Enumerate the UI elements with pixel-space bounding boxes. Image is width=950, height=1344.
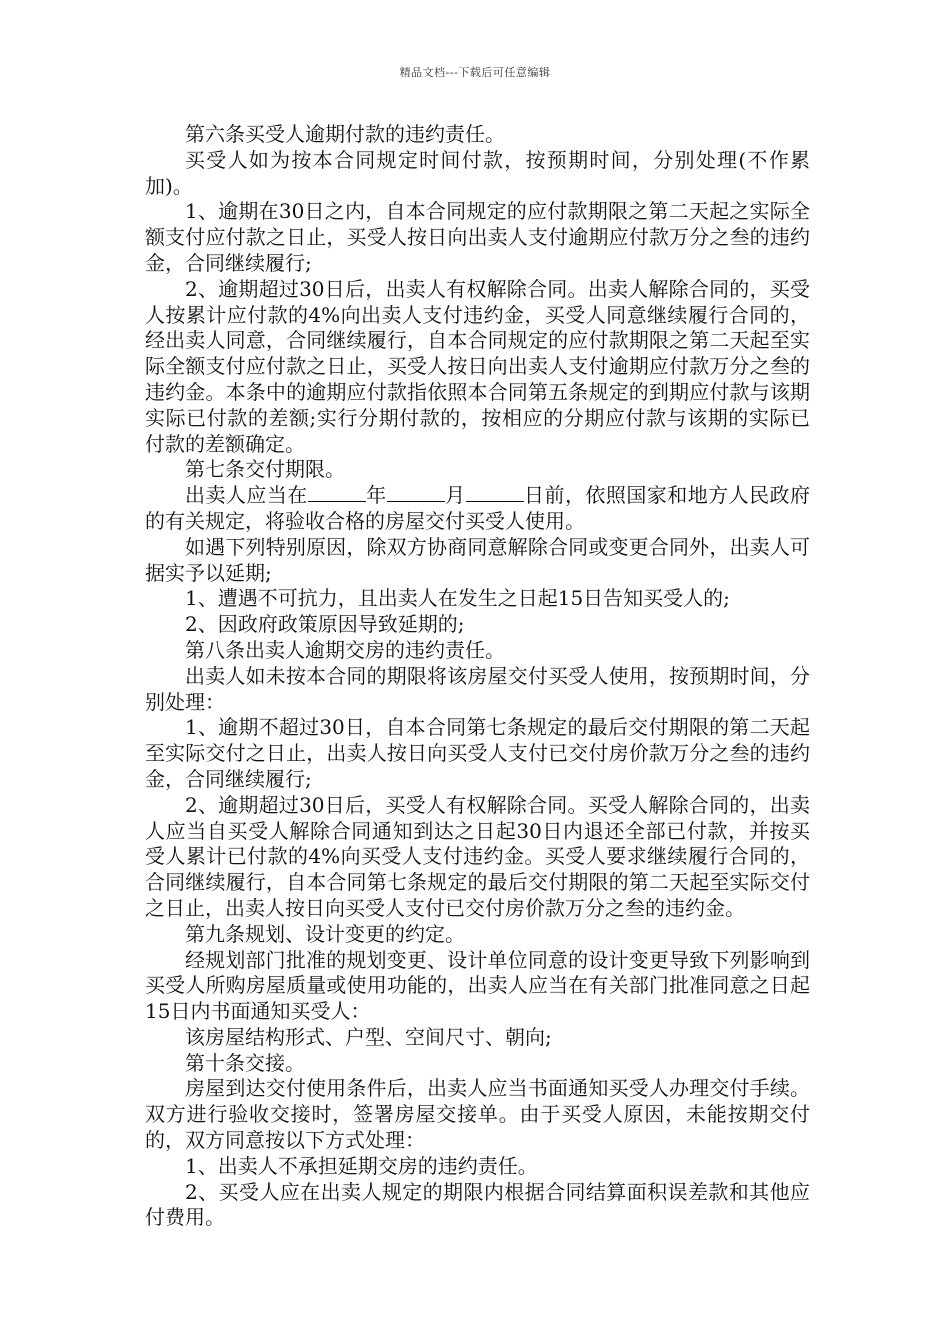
article-10-body: 房屋到达交付使用条件后，出卖人应当书面通知买受人办理交付手续。双方进行验收交接时，签署房屋交接单。由于买受人原因，未能按期交付的，双方同意按以下方式处理： <box>145 1076 810 1153</box>
article-6-item-2: 2、逾期超过30日后，出卖人有权解除合同。出卖人解除合同的，买受人按累计应付款的4%向出卖人支付违约金，买受人同意继续履行合同的，经出卖人同意，合同继续履行，自本合同规定的应付款期限之第二天起至实际全额支付应付款之日止，买受人按日向出卖人支付逾期应付款万分之叁的违约金。本条中的逾期应付款指依照本合同第五条规定的到期应付款与该期实际已付款的差额;实行分期付款的，按相应的分期应付款与该期的实际已付款的差额确定。 <box>145 276 810 456</box>
article-8-item-1: 1、逾期不超过30日，自本合同第七条规定的最后交付期限的第二天起至实际交付之日止，出卖人按日向买受人支付已交付房价款万分之叁的违约金，合同继续履行; <box>145 715 810 791</box>
article-6-intro: 买受人如为按本合同规定时间付款，按预期时间，分别处理(不作累加)。 <box>145 147 810 198</box>
article-10-item-1: 1、出卖人不承担延期交房的违约责任。 <box>185 1153 538 1178</box>
month-label: 月 <box>444 483 466 508</box>
article-7-item-2: 2、因政府政策原因导致延期的; <box>185 612 465 637</box>
article-7-item-1: 1、遭遇不可抗力，且出卖人在发生之日起15日告知买受人的; <box>185 586 730 611</box>
article-8-intro: 出卖人如未按本合同的期限将该房屋交付买受人使用，按预期时间，分别处理： <box>145 663 810 714</box>
article-6-item-1: 1、逾期在30日之内，自本合同规定的应付款期限之第二天起之实际全额支付应付款之日止，买受人按日向出卖人支付逾期应付款万分之叁的违约金，合同继续履行; <box>145 199 810 275</box>
year-blank <box>308 483 366 502</box>
article-9-body: 经规划部门批准的规划变更、设计单位同意的设计变更导致下列影响到买受人所购房屋质量或使用功能的，出卖人应当在有关部门批准同意之日起15日内书面通知买受人： <box>145 947 810 1024</box>
document-body <box>145 122 810 1231</box>
article-8-title: 第八条出卖人逾期交房的违约责任。 <box>185 637 505 662</box>
article-9-title: 第九条规划、设计变更的约定。 <box>185 921 465 946</box>
article-7-title: 第七条交付期限。 <box>185 457 345 482</box>
article-9-list: 该房屋结构形式、户型、空间尺寸、朝向; <box>185 1024 552 1049</box>
year-label: 年 <box>365 483 387 508</box>
article-8-item-2: 2、逾期超过30日后，买受人有权解除合同。买受人解除合同的，出卖人应当自买受人解除合同通知到达之日起30日内退还全部已付款，并按买受人累计已付款的4%向买受人支付违约金。买受人要求继续履行合同的，合同继续履行，自本合同第七条规定的最后交付期限的第二天起至实际交付之日止，出卖人按日向买受人支付已交付房价款万分之叁的违约金。 <box>145 792 810 920</box>
month-blank <box>387 483 445 502</box>
article-7-extension: 如遇下列特别原因，除双方协商同意解除合同或变更合同外，出卖人可据实予以延期; <box>145 534 810 585</box>
article-6-title: 第六条买受人逾期付款的违约责任。 <box>185 122 505 146</box>
delivery-clause-part2: 日前，依照国家和地方人民政府的有关规定，将验收合格的房屋交付买受人使用。 <box>145 483 811 533</box>
article-10-item-2: 2、买受人应在出卖人规定的期限内根据合同结算面积误差款和其他应付费用。 <box>145 1179 810 1230</box>
article-10-title: 第十条交接。 <box>185 1050 305 1075</box>
day-blank <box>466 483 524 502</box>
delivery-clause-part1: 出卖人应当在 <box>185 483 308 508</box>
page-header: 精品文档---下载后可任意编辑 <box>399 66 551 79</box>
delivery-clause <box>145 483 810 535</box>
